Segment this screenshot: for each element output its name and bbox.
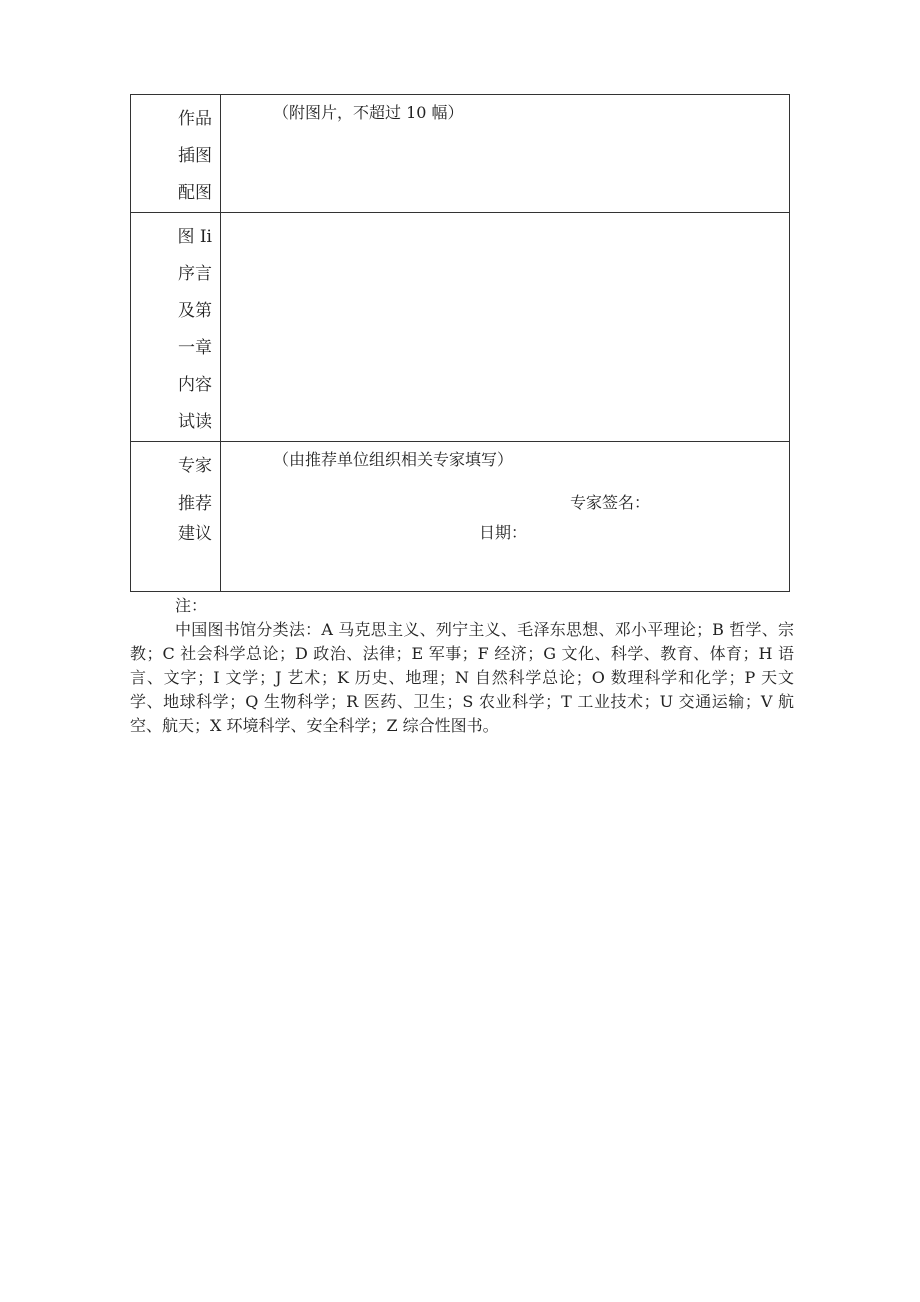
row-label-line: 试读 — [178, 412, 212, 432]
notes-body: 中国图书馆分类法：A 马克思主义、列宁主义、毛泽东思想、邓小平理论；B 哲学、宗教；C 社会科学总论；D 政治、法律；E 军事；F 经济；G 文化、科学、教育、体育；H 语言、文字；I 文学；J 艺术；K 历史、地理；N 自然科学总论；O 数理科学和化学；P 天文学、地球科学；Q 生物科学；R 医药、卫生；S 农业科学；T 工业技术；U 交通运输；V 航空、航天；X 环境科学、安全科学；Z 综合性图书。 — [130, 620, 794, 735]
expert-hint: （由推荐单位组织相关专家填写） — [273, 450, 514, 469]
row-label-line: 一章 — [178, 338, 212, 358]
row-label-line: 内容 — [178, 375, 212, 395]
row-label-line: 序言 — [178, 264, 212, 284]
row-label-line: 专家 — [178, 456, 212, 476]
row-label-line: 插图 — [178, 146, 212, 166]
expert-signature-label: 专家签名： — [570, 493, 651, 512]
row-label-line: 作品 — [178, 109, 212, 129]
illustrations-hint: （附图片，不超过 10 幅） — [273, 103, 464, 122]
row-label-cell — [131, 213, 221, 442]
expert-recommendation-content-cell[interactable] — [221, 442, 790, 592]
row-label-line: 建议 — [178, 524, 212, 544]
table-row-sample-reading — [131, 213, 790, 442]
illustrations-content-cell[interactable] — [221, 95, 790, 213]
notes-title: 注： — [175, 596, 208, 615]
table-row-expert-recommendation — [131, 442, 790, 592]
row-label-cell — [131, 442, 221, 592]
table-row-illustrations — [131, 95, 790, 213]
recommendation-form-table — [130, 94, 790, 592]
row-label-line: 配图 — [178, 183, 212, 203]
row-label-line: 图 Ii — [177, 227, 212, 247]
row-label-cell — [131, 95, 221, 213]
row-label-line: 推荐 — [178, 494, 212, 514]
row-label-line: 及第 — [178, 301, 212, 321]
notes-section — [130, 594, 794, 738]
date-label: 日期： — [479, 523, 528, 542]
sample-reading-content-cell[interactable] — [221, 213, 790, 442]
